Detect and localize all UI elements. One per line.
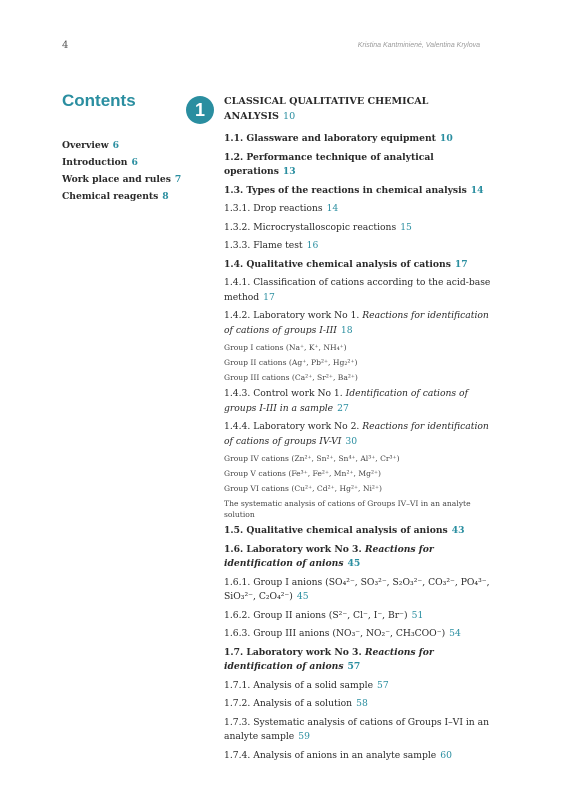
page-ref: 13	[282, 166, 296, 177]
page-ref: 57	[377, 679, 389, 691]
toc-entry-1-4-4[interactable]: 1.4.4. Laboratory work No 2. Reactions for identification of cations of groups IV-VI 30	[224, 421, 489, 447]
toc-entry-1-6-3[interactable]: 1.6.3. Group III anions (NO₃⁻, NO₂⁻, CH₃COO⁻) 54	[224, 628, 461, 639]
page-ref: 57	[347, 661, 361, 672]
page-ref: 51	[411, 609, 424, 621]
toc-entry-1-7-2[interactable]: 1.7.2. Analysis of a solution 58	[224, 698, 368, 709]
page-number: 4	[62, 40, 69, 51]
chapter-number-badge: 1	[186, 96, 214, 124]
page-ref: 54	[449, 628, 461, 639]
page-ref: 60	[440, 749, 452, 761]
page-ref: 10	[439, 133, 453, 144]
toc-entry-1-4[interactable]: 1.4. Qualitative chemical analysis of cations 17	[224, 258, 468, 270]
toc-subentry-group-1: Group I cations (Na⁺, K⁺, NH₄⁺)	[224, 343, 347, 352]
toc-entry-1-7[interactable]: 1.7. Laboratory work No 3. Reactions for identification of anions 57	[224, 646, 434, 672]
page-ref: 7	[174, 174, 182, 185]
toc-entry-1-7-3[interactable]: 1.7.3. Systematic analysis of cations of Groups I–VI in an analyte sample 59	[224, 716, 490, 742]
page-ref: 14	[326, 203, 339, 214]
chapter-title[interactable]: CLASSICAL QUALITATIVE CHEMICAL ANALYSIS 10	[224, 96, 429, 122]
toc-entry-1-5[interactable]: 1.5. Qualitative chemical analysis of anions 43	[224, 525, 465, 536]
page-ref: 6	[112, 140, 120, 151]
toc-list	[224, 132, 496, 767]
toc-subentry-group-6: Group VI cations (Cu²⁺, Cd²⁺, Hg²⁺, Ni²⁺)	[224, 484, 382, 493]
page-ref: 30	[345, 435, 358, 447]
page-ref: 18	[340, 324, 353, 336]
toc-subentry-group-5: Group V cations (Fe³⁺, Fe²⁺, Mn²⁺, Mg²⁺)	[224, 469, 381, 478]
toc-subentry-group-4: Group IV cations (Zn²⁺, Sn²⁺, Sn⁴⁺, Al³⁺, Cr³⁺)	[224, 454, 400, 463]
page-ref: 43	[451, 525, 465, 536]
toc-entry-1-6[interactable]: 1.6. Laboratory work No 3. Reactions for identification of anions 45	[224, 543, 434, 569]
toc-entry-1-7-1[interactable]: 1.7.1. Analysis of a solid sample 57	[224, 679, 389, 691]
toc-entry-1-3-1[interactable]: 1.3.1. Drop reactions 14	[224, 203, 339, 214]
page-ref: 59	[298, 731, 310, 742]
page-ref: 17	[263, 291, 275, 303]
page-ref: 45	[296, 591, 309, 602]
toc-entry-1-4-3[interactable]: 1.4.3. Control work No 1. Identification of cations of groups I-III in a sample 27	[224, 388, 468, 414]
toc-subentry-systematic: The systematic analysis of cations of Groups IV–VI in an analyte solution	[224, 499, 471, 519]
toc-entry-1-7-4[interactable]: 1.7.4. Analysis of anions in an analyte sample 60	[224, 749, 452, 761]
nav-item-overview[interactable]: Overview 6	[62, 140, 120, 151]
contents-title: Contents	[62, 91, 136, 110]
page-ref: 14	[470, 184, 484, 196]
nav-item-introduction[interactable]: Introduction 6	[62, 157, 138, 168]
nav-item-chemical-reagents[interactable]: Chemical reagents 8	[62, 191, 169, 202]
page-ref: 10	[282, 110, 296, 122]
toc-entry-1-6-2[interactable]: 1.6.2. Group II anions (S²⁻, Cl⁻, I⁻, Br⁻) 51	[224, 609, 424, 621]
toc-entry-1-4-1[interactable]: 1.4.1. Classification of cations according to the acid-base method 17	[224, 277, 491, 303]
left-nav	[62, 138, 182, 206]
toc-entry-1-4-2[interactable]: 1.4.2. Laboratory work No 1. Reactions for identification of cations of groups I-III 18	[224, 310, 489, 336]
toc-entry-1-3-3[interactable]: 1.3.3. Flame test 16	[224, 240, 319, 251]
toc-entry-1-1[interactable]: 1.1. Glassware and laboratory equipment 10	[224, 133, 453, 144]
page-ref: 6	[131, 157, 138, 168]
toc-subentry-group-3: Group III cations (Ca²⁺, Sr²⁺, Ba²⁺)	[224, 373, 358, 382]
page-ref: 8	[162, 191, 169, 202]
nav-item-work-place[interactable]: Work place and rules 7	[62, 174, 182, 185]
toc-entry-1-3-2[interactable]: 1.3.2. Microcrystalloscopic reactions 15	[224, 221, 412, 233]
page-ref: 27	[337, 402, 349, 414]
running-head: Kristina Kantminienė, Valentina Krylova	[357, 42, 480, 49]
toc-entry-1-3[interactable]: 1.3. Types of the reactions in chemical analysis 14	[224, 184, 484, 196]
toc-subentry-group-2: Group II cations (Ag⁺, Pb²⁺, Hg₂²⁺)	[224, 358, 358, 367]
page-ref: 17	[454, 258, 468, 270]
page-ref: 16	[306, 240, 319, 251]
toc-entry-1-6-1[interactable]: 1.6.1. Group I anions (SO₄²⁻, SO₃²⁻, S₂O₃²⁻, CO₃²⁻, PO₄³⁻, SiO₃²⁻, C₂O₄²⁻) 45	[224, 576, 490, 602]
toc-entry-1-2[interactable]: 1.2. Performance technique of analytical operations 13	[224, 151, 434, 177]
page-ref: 15	[400, 221, 412, 233]
page-ref: 58	[356, 698, 368, 709]
page-ref: 45	[347, 558, 361, 569]
